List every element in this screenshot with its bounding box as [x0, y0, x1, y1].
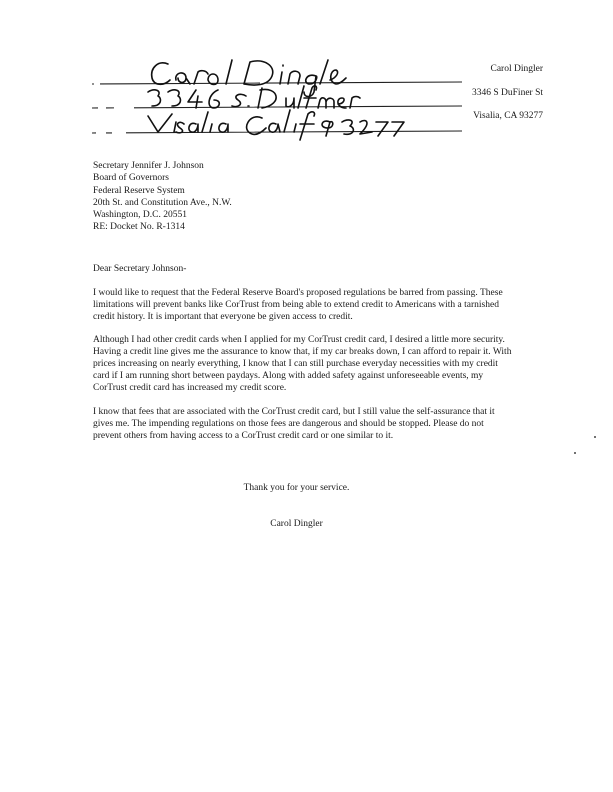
closing-line: Thank you for your service. — [243, 483, 350, 493]
body-paragraph-1: I would like to request that the Federal Reserve Board's proposed regulations be barred from passing. These limitations will prevent banks like CorTrust from being able to extend credit to Americans with a tarnished credit history. It is important that everyone be given access to credit. — [93, 288, 503, 322]
signature-name: Carol Dingler — [270, 519, 323, 529]
docket-reference: RE: Docket No. R-1314 — [93, 222, 185, 233]
sender-street: 3346 S DuFiner St — [472, 88, 543, 98]
sender-name: Carol Dingler — [490, 64, 543, 74]
handwritten-address-block — [0, 0, 613, 150]
scan-speck — [574, 452, 576, 454]
recipient-line: 20th St. and Constitution Ave., N.W. — [93, 197, 232, 208]
recipient-line: Board of Governors — [93, 173, 169, 184]
recipient-address — [93, 160, 232, 234]
recipient-line: Washington, D.C. 20551 — [93, 210, 187, 221]
recipient-line: Secretary Jennifer J. Johnson — [93, 161, 204, 171]
body-paragraph-3: I know that fees that are associated with the CorTrust credit card, but I still value the self-assurance that it gives me. The impending regulations on those fees are dangerous and should be stopped. Please do not prevent others from having access to a CorTrust credit card or one similar to it. — [93, 407, 495, 441]
body-paragraph-2: Although I had other credit cards when I applied for my CorTrust credit card, I desired a little more security. Having a credit line gives me the assurance to know that, if my car breaks down, I can afford to repair it. With prices increasing on nearly everything, I know that I can still purchase everyday necessities with my credit card if I am running short between paydays. Along with added safety against unforeseeable events, my CorTrust credit card has increased my credit score. — [93, 335, 512, 393]
scan-speck — [594, 436, 596, 438]
salutation: Dear Secretary Johnson- — [93, 264, 187, 274]
recipient-line: Federal Reserve System — [93, 185, 185, 196]
handwritten-address-signature — [0, 0, 613, 150]
sender-city: Visalia, CA 93277 — [473, 111, 543, 121]
